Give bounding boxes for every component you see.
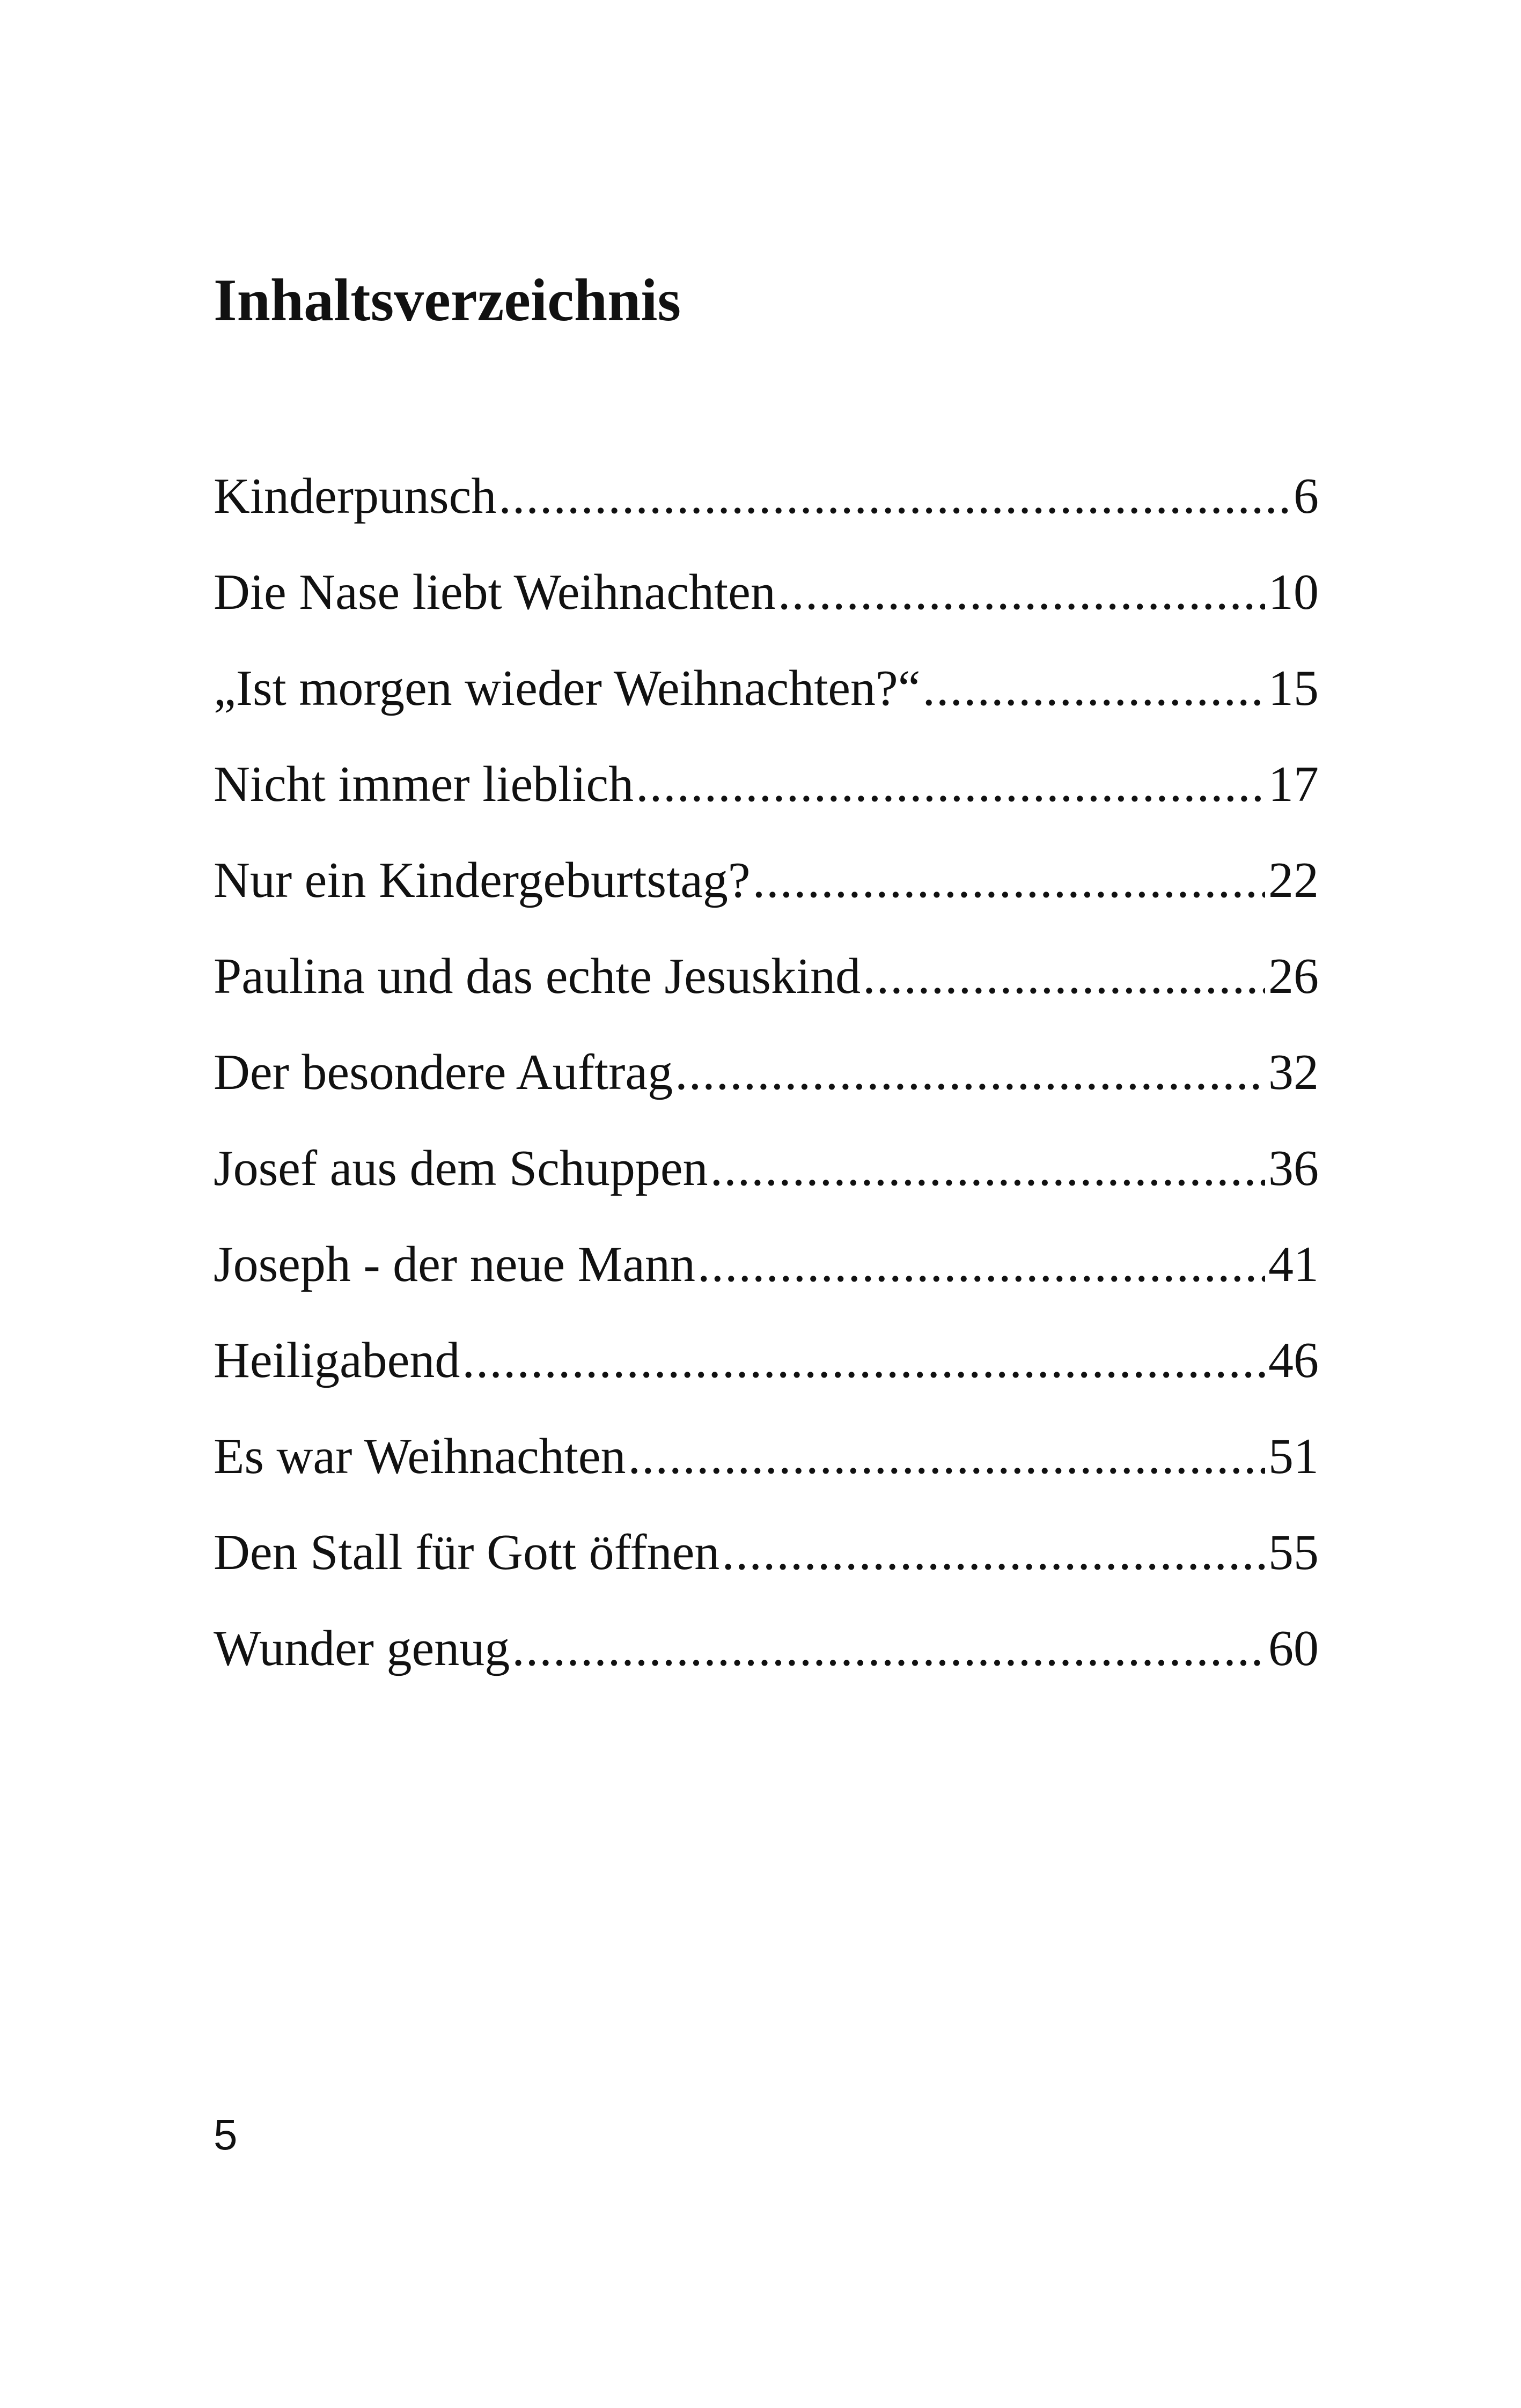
toc-entry: [214, 1325, 1319, 1422]
toc-entry-title: Der besondere Auftrag: [214, 1044, 673, 1100]
toc-entry-page: 22: [1268, 852, 1319, 908]
dot-leader: [722, 1518, 1265, 1587]
dot-leader: [922, 653, 1265, 723]
toc-entry-title: Paulina und das echte Jesuskind: [214, 948, 861, 1004]
toc-entry: [214, 749, 1319, 845]
toc-entry-page: 15: [1268, 660, 1319, 716]
toc-entry-page: 51: [1268, 1428, 1319, 1484]
dot-leader: [462, 1325, 1265, 1395]
toc-entry-page: 26: [1268, 948, 1319, 1004]
toc-entry-page: 36: [1268, 1140, 1319, 1196]
toc-list: [214, 461, 1319, 1710]
toc-entry-page: 6: [1294, 468, 1319, 524]
toc-entry-title: „Ist morgen wieder Weihnachten?“: [214, 660, 921, 716]
dot-leader: [697, 1229, 1265, 1299]
toc-entry: [214, 557, 1319, 653]
toc-entry: [214, 461, 1319, 557]
toc-entry: [214, 845, 1319, 941]
toc-entry-title: Heiligabend: [214, 1332, 460, 1388]
toc-entry: [214, 941, 1319, 1037]
dot-leader: [512, 1614, 1265, 1683]
toc-entry-title: Nicht immer lieblich: [214, 756, 634, 812]
toc-entry: [214, 1518, 1319, 1614]
toc-entry-page: 60: [1268, 1621, 1319, 1676]
toc-entry: [214, 1037, 1319, 1133]
toc-entry-title: Kinderpunsch: [214, 468, 497, 524]
dot-leader: [778, 557, 1265, 627]
toc-entry: [214, 653, 1319, 749]
toc-entry-page: 46: [1268, 1332, 1319, 1388]
toc-entry-title: Wunder genug: [214, 1621, 510, 1676]
dot-leader: [628, 1422, 1265, 1491]
toc-entry-page: 55: [1268, 1525, 1319, 1580]
toc-entry-title: Joseph - der neue Mann: [214, 1236, 695, 1292]
toc-entry-title: Den Stall für Gott öffnen: [214, 1525, 720, 1580]
dot-leader: [498, 461, 1290, 531]
dot-leader: [753, 845, 1265, 915]
toc-entry-title: Die Nase liebt Weihnachten: [214, 564, 776, 620]
toc-entry: [214, 1614, 1319, 1710]
dot-leader: [636, 749, 1265, 819]
toc-entry-title: Nur ein Kindergeburtstag?: [214, 852, 751, 908]
toc-entry-title: Es war Weihnachten: [214, 1428, 626, 1484]
toc-entry-page: 10: [1268, 564, 1319, 620]
dot-leader: [863, 941, 1265, 1011]
toc-entry: [214, 1133, 1319, 1229]
dot-leader: [675, 1037, 1265, 1107]
dot-leader: [710, 1133, 1265, 1203]
toc-entry-page: 41: [1268, 1236, 1319, 1292]
page-number: 5: [214, 2111, 238, 2159]
toc-heading: Inhaltsverzeichnis: [214, 267, 681, 334]
toc-entry-page: 32: [1268, 1044, 1319, 1100]
toc-entry-title: Josef aus dem Schuppen: [214, 1140, 708, 1196]
toc-entry-page: 17: [1268, 756, 1319, 812]
toc-entry: [214, 1422, 1319, 1518]
toc-entry: [214, 1229, 1319, 1325]
